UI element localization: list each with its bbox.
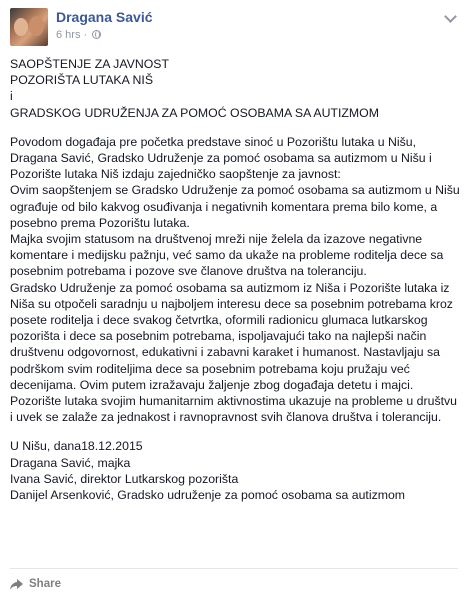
avatar[interactable] [10, 8, 48, 46]
divider [10, 568, 458, 569]
paragraph: Povodom događaja pre početka predstave sinoć u Pozorištu lutaka u Nišu, Dragana Savić, Gradsko Udruženje za pomoć osobama sa autizmom u Nišu i Pozorište lutaka Niš izdaju zajedničko saopštenje za javnost: [10, 134, 432, 182]
header-line: SAOPŠTENJE ZA JAVNOST [10, 57, 169, 71]
signature-line: U Nišu, dana18.12.2015 [10, 439, 143, 454]
author-name[interactable]: Dragana Savić [56, 9, 153, 25]
post-meta [56, 29, 101, 41]
header-line: i [10, 89, 13, 104]
signature-line: Danijel Arsenković, Gradsko udruženje za pomoć osobama sa autizmom [10, 488, 406, 503]
paragraph: Gradsko Udruženje za pomoć osobama sa autizmom iz Niša i Pozorište lutaka iz Niša su otpočeli saradnju u najboljem interesu dece sa posebnim potrebama kroz posete roditelja i dece svakog četvrtka, oformili radionicu glumaca lutkarskog pozorišta i dece sa posebnim potrebama, ispoljavajući tako na najlepši način društvenu odgovornost, edukativni i zabavni karaket i humanost. Nastavljaju sa podrškom svim roditeljima dece sa posebnim potrebama koju pružaju već decenijama. Ovim putem izražavaju žaljenje zbog događaja detetu i majci. [10, 280, 453, 392]
header-line: POZORIŠTA LUTAKA NIŠ [10, 73, 154, 88]
chevron-down-icon[interactable] [444, 10, 457, 23]
share-arrow-icon [10, 579, 23, 590]
signature-line: Ivana Savić, direktor Lutkarskog pozorišta [10, 471, 239, 486]
signature-line: Dragana Savić, majka [10, 455, 131, 470]
share-label: Share [29, 578, 61, 590]
paragraph: Ovim saopštenjem se Gradsko Udruženje za pomoć osobama sa autizmom u Nišu ograđuje od bilo kakvog osuđivanja i negativnih komentara prema bilo kome, a posebno prema Pozorištu lutaka. [10, 183, 460, 230]
paragraph: Pozorište lutaka svojim humanitarnim aktivnostima ukazuje na probleme u društvu i uvek se zalaže za jednakost i ravnopravnost svih članova društva i toleranciju. [10, 394, 457, 425]
post-time[interactable]: 6 hrs [56, 29, 81, 41]
globe-icon[interactable] [92, 30, 101, 39]
share-button[interactable] [10, 578, 61, 590]
avatar-face-2 [29, 16, 44, 36]
paragraph: Majka svojim statusom na društvenoj mreži nije želela da izazove negativne komentare i medijsku pažnju, već samo da ukaže na probleme roditelja dece sa posebnim potrebama i pozove sve članove društva na toleranciju. [10, 232, 444, 279]
spacer [10, 425, 460, 438]
avatar-face-1 [14, 18, 28, 36]
post-body [10, 56, 460, 503]
header-line: GRADSKOG UDRUŽENJA ZA POMOĆ OSOBAMA SA AUTIZMOM [10, 105, 379, 120]
spacer [10, 121, 460, 134]
meta-separator: · [83, 29, 88, 41]
